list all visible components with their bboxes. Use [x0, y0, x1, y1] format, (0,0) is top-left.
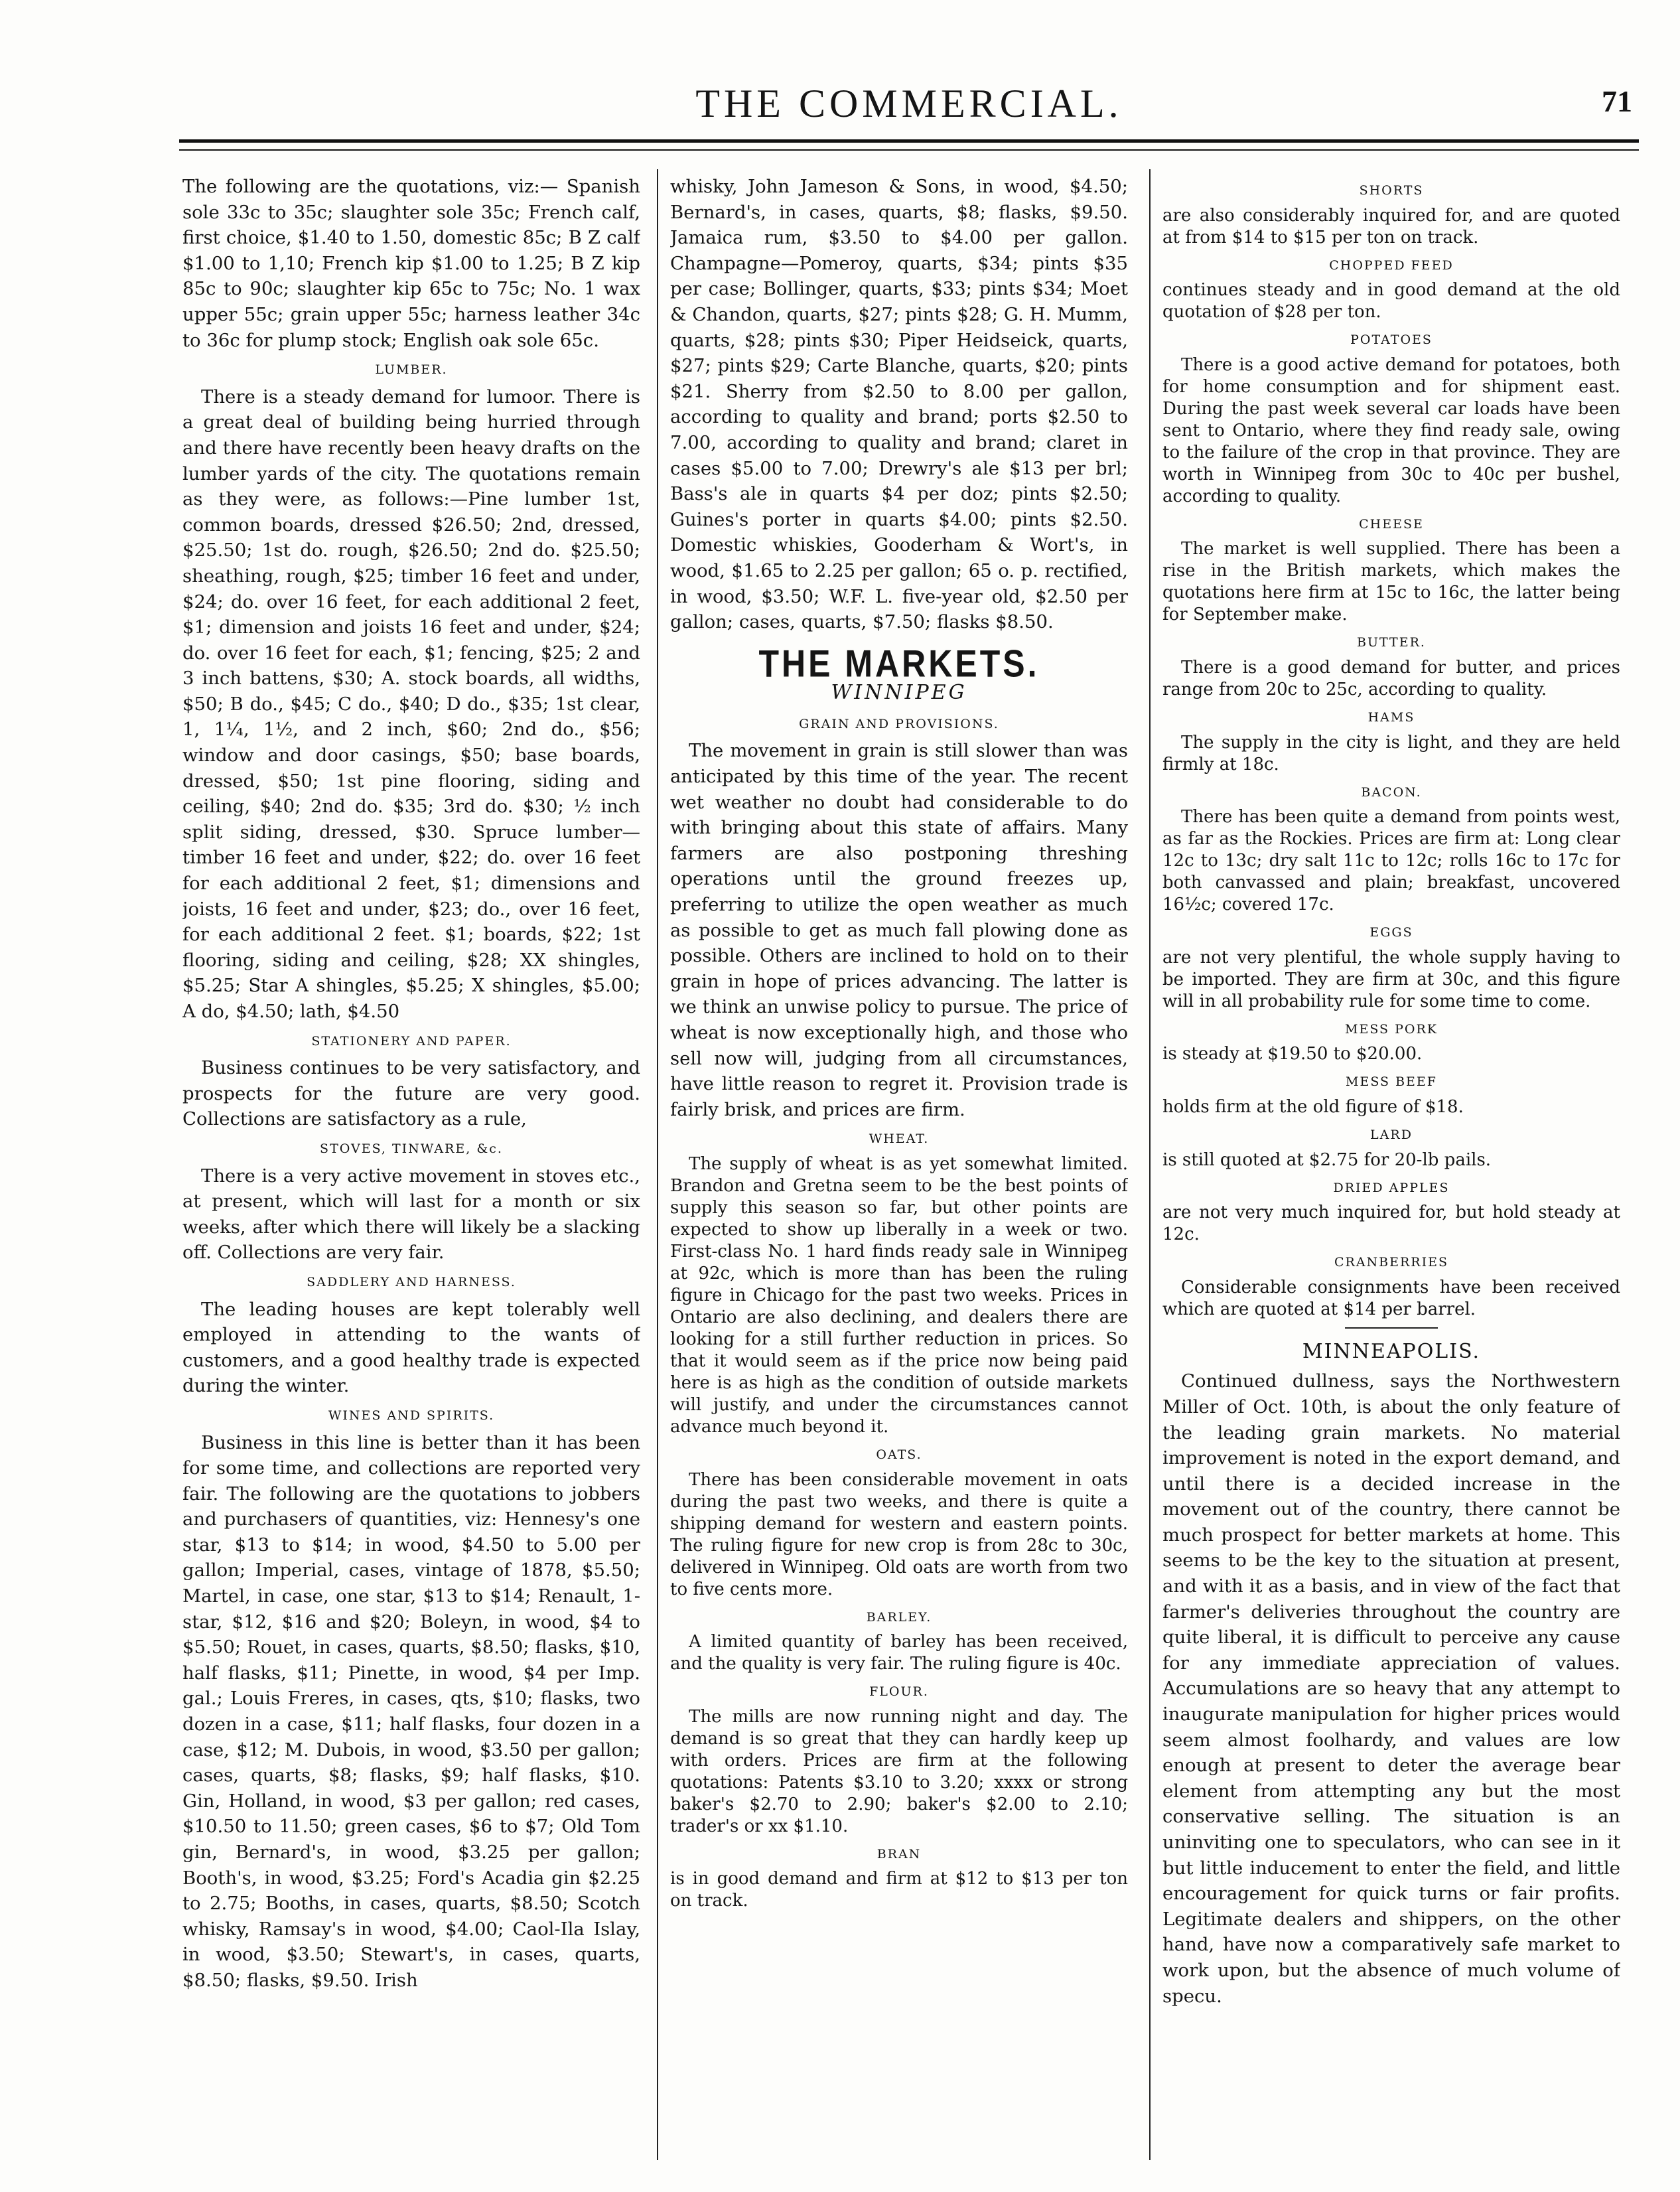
article-paragraph: The following are the quotations, viz:— Spanish sole 33c to 35c; slaughter sole 35c; French calf, first choice, $1.40 to 1.50, domestic 85c; B Z calf $1.00 to 1,10; French kip $1.00 to 1.25; B Z kip 85c to 90c; slaughter kip 65c to 75c; No. 1 wax upper 55c; grain upper 55c; harness leather 34c to 36c for plump stock; English oak sole 65c. [182, 176, 640, 351]
column-middle [670, 174, 1128, 2158]
section-heading: WHEAT. [869, 1132, 930, 1147]
article-paragraph: There is a steady demand for lumoor. There is a great deal of building being hurried through and there have recently been heavy drafts on the lumber yards of the city. The quotations remain as they were, as follows:—Pine lumber 1st, common boards, dressed $26.50; 2nd, dressed, $25.50; 1st do. rough, $26.50; 2nd do. $25.50; sheathing, rough, $25; timber 16 feet and under, $24; do. over 16 feet, for each additional 2 feet, $1; dimension and joists 16 feet and under, $24; do. over 16 feet for each, $1; fencing, $25; 2 and 3 inch battens, $30; A. stock boards, all widths, $50; B do., $45; C do., $40; D do., $35; 1st clear, 1, 1¼, 1½, and 2 inch, $60; 2nd do., $56; window and door casings, $50; base boards, dressed, $50; 1st pine flooring, siding and ceiling, $40; 2nd do. $35; 3rd do. $30; ½ inch split siding, dressed, $30. Spruce lumber—timber 16 feet and under, $22; do. over 16 feet for each additional 2 feet, $1; dimensions and joists, 16 feet and under, $23; do., over 16 feet, for each additional 2 feet. $1; boards, $22; 1st flooring, siding and ceiling, $28; XX shingles, $5.25; Star A shingles, $5.25; X shingles, $5.00; A do, $4.50; lath, $4.50 [182, 386, 640, 1022]
column-right [1162, 174, 1620, 2158]
article-paragraph: is steady at $19.50 to $20.00. [1162, 1044, 1423, 1064]
section-heading: BUTTER. [1357, 635, 1426, 650]
masthead-rule-thick [179, 139, 1639, 143]
section-heading: LARD [1370, 1127, 1413, 1142]
section-heading: SADDLERY AND HARNESS. [307, 1274, 516, 1289]
article-paragraph: continues steady and in good demand at the old quotation of $28 per ton. [1162, 280, 1620, 323]
article-paragraph: Continued dullness, says the Northwestern Miller of Oct. 10th, is about the only feature of the leading grain markets. No material improvement is noted in the export demand, and until there is a decided increase in the movement out of the country, there cannot be much prospect for better markets at home. This seems to be the key to the situation at present, and with it as a basis, and in view of the fact that farmer's deliveries throughout the country are quite liberal, it is difficult to perceive any cause for any immediate appreciation of values. Accumulations are so heavy that any attempt to inaugurate manipulation for higher prices would seem almost foolhardy, and values are low enough at present to deter the average bear element from attempting any but the most conservative selling. The situation is an uninviting one to speculators, who can see in it but little inducement to enter the field, and little encouragement for quick turns or fair profits. Legitimate dealers and shippers, on the other hand, have now a comparatively safe market to work upon, but the absence of much volume of specu. [1162, 1370, 1620, 2007]
article-paragraph: There has been quite a demand from points west, as far as the Rockies. Prices are firm at: Long clear 12c to 13c; dry salt 11c to 12c; rolls 16c to 17c for both canvassed and plain; breakfast, uncovered 16½c; covered 17c. [1162, 807, 1620, 915]
article-paragraph: There is a good active demand for potatoes, both for home consumption and for shipment east. During the past week several car loads have been sent to Ontario, where they find ready sale, owing to the failure of the crop in that province. They are worth in Winnipeg from 30c to 40c per bushel, according to quality. [1162, 354, 1620, 506]
article-paragraph: whisky, John Jameson & Sons, in wood, $4.50; Bernard's, in cases, quarts, $8; flasks, $9.50. Jamaica rum, $3.50 to $4.00 per gallon. Champagne—Pomeroy, quarts, $34; pints $35 per case; Bollinger, quarts, $33; pints $34; Moet & Chandon, quarts, $27; pints $28; G. H. Mumm, quarts, $28; pints $30; Piper Heidseick, quarts, $27; pints $29; Carte Blanche, quarts, $20; pints $21. Sherry from $2.50 to 8.00 per gallon, according to quality and brand; ports $2.50 to 7.00, according to quality and brand; claret in cases $5.00 to 7.00; Drewry's ale $13 per brl; Bass's ale in quarts $4 per doz; pints $2.50; Guines's porter in quarts $4.00; pints $2.50. Domestic whiskies, Gooderham & Wort's, in wood, $1.65 to 2.25 per gallon; 65 o. p. rectified, in wood, $3.50; W.F. L. five-year old, $2.50 per gallon; cases, quarts, $7.50; flasks $8.50. [670, 176, 1128, 633]
article-paragraph: There is a good demand for butter, and prices range from 20c to 25c, according to quality. [1162, 657, 1620, 699]
article-paragraph: The supply of wheat is as yet somewhat limited. Brandon and Gretna seem to be the best points of supply this season so far, but other points are expected to show up liberally in a week or two. First-class No. 1 hard finds ready sale in Winnipeg at 92c, which is more than has been the ruling figure in Chicago for the past two weeks. Prices in Ontario are also declining, and dealers there are looking for a still further reduction in prices. So that it would seem as if the price now being paid here is as high as the condition of outside markets will justify, and under the circumstances cannot advance much beyond it. [670, 1153, 1128, 1437]
section-heading: SHORTS [1359, 183, 1424, 198]
article-paragraph: A limited quantity of barley has been received, and the quality is very fair. The ruling figure is 40c. [670, 1632, 1128, 1674]
article-paragraph: The mills are now running night and day. The demand is so great that they can hardly keep up with orders. Prices are firm at the following quotations: Patents $3.10 to 3.20; xxxx or strong baker's $2.70 to 2.90; baker's $2.00 to 2.10; trader's or xx $1.10. [670, 1706, 1128, 1836]
section-heading: OATS. [876, 1447, 922, 1462]
article-paragraph: Considerable consignments have been received which are quoted at $14 per barrel. [1162, 1277, 1620, 1319]
minneapolis-heading: MINNEAPOLIS. [1302, 1339, 1481, 1363]
section-divider [1345, 1327, 1438, 1329]
section-heading: DRIED APPLES [1333, 1180, 1450, 1195]
markets-heading: THE MARKETS. [758, 642, 1040, 685]
article-paragraph: are not very much inquired for, but hold steady at 12c. [1162, 1203, 1620, 1245]
article-paragraph: holds firm at the old figure of $18. [1162, 1096, 1464, 1117]
section-heading: CRANBERRIES [1334, 1255, 1449, 1270]
section-heading: HAMS [1367, 709, 1415, 725]
section-heading: EGGS [1369, 925, 1413, 940]
section-heading: POTATOES [1350, 332, 1433, 348]
article-paragraph: are also considerably inquired for, and are quoted at from $14 to $15 per ton on track. [1162, 205, 1620, 248]
newspaper-title: THE COMMERCIAL. [695, 82, 1123, 125]
article-paragraph: There has been considerable movement in oats during the past two weeks, and there is quite a shipping demand for western and eastern points. The ruling figure for new crop is from 28c to 30c, delivered in Winnipeg. Old oats are worth from two to five cents more. [670, 1469, 1128, 1599]
article-paragraph: The supply in the city is light, and they are held firmly at 18c. [1162, 732, 1620, 774]
section-heading: STOVES, TINWARE, &c. [320, 1141, 503, 1156]
page-number: 71 [1602, 84, 1632, 118]
article-paragraph: Business continues to be very satisfactory, and prospects for the future are very good. Collections are satisfactory as a rule, [182, 1057, 640, 1130]
article-paragraph: There is a very active movement in stoves etc., at present, which will last for a month or six weeks, after which there will likely be a slacking off. Collections are very fair. [182, 1165, 640, 1264]
article-paragraph: The leading houses are kept tolerably well employed in attending to the wants of customers, and a good healthy trade is expected during the winter. [182, 1298, 640, 1397]
section-heading: BARLEY. [866, 1609, 932, 1625]
section-heading: CHOPPED FEED [1329, 257, 1454, 273]
section-heading: STATIONERY AND PAPER. [311, 1033, 512, 1049]
article-paragraph: is still quoted at $2.75 for 20-lb pails. [1162, 1149, 1492, 1170]
article-paragraph: The movement in grain is still slower than was anticipated by this time of the year. The recent wet weather no doubt had considerable to do with bringing about this state of affairs. Many farmers are also postponing threshing operations until the ground freezes up, preferring to utilize the open weather as much as possible to get as much fall plowing done as possible. Others are inclined to hold on to their grain in hope of prices advancing. The latter is we think an unwise policy to pursue. The price of wheat is now exceptionally high, and those who sell now will, judging from all circumstances, have little reason to regret it. Provision trade is fairly brisk, and prices are firm. [670, 740, 1128, 1120]
section-heading: MESS BEEF [1346, 1074, 1437, 1090]
section-heading: MESS PORK [1345, 1021, 1438, 1037]
article-paragraph: The market is well supplied. There has been a rise in the British markets, which makes the quotations here firm at 15c to 16c, the latter being for September make. [1162, 539, 1620, 625]
masthead [179, 78, 1639, 131]
masthead-rule-thin [179, 149, 1639, 151]
section-heading: BRAN [876, 1846, 922, 1862]
section-heading: CHEESE [1359, 516, 1424, 532]
section-heading: FLOUR. [869, 1684, 929, 1700]
column-divider [1149, 169, 1151, 2160]
section-heading: LUMBER. [375, 362, 448, 378]
column-divider [657, 169, 658, 2160]
column-left [182, 174, 640, 2158]
section-heading: WINES AND SPIRITS. [328, 1408, 495, 1423]
winnipeg-heading: WINNIPEG [831, 681, 967, 705]
article-paragraph: Business in this line is better than it has been for some time, and collections are reported very fair. The following are the quotations to jobbers and purchasers of quantities, viz: Hennesy's one star, $13 to $14; in wood, $4.50 to 5.00 per gallon; Imperial, cases, vintage of 1878, $5.50; Martel, in case, one star, $13 to $14; Renault, 1-star, $12, $16 and $20; Boleyn, in wood, $4 to $5.50; Rouet, in cases, quarts, $8.50; flasks, $10, half flasks, $11; Pinette, in wood, $4 per Imp. gal.; Louis Freres, in cases, qts, $10; flasks, two dozen in a case, $11; half flasks, four dozen in a case, $12; M. Dubois, in wood, $3.50 per gallon; cases, quarts, $8; flasks, $9; half flasks, $10. Gin, Holland, in wood, $3 per gallon; red cases, $10.50 to 11.50; green cases, $6 to $7; Old Tom gin, Bernard's, in wood, $3.25 per gallon; Booth's, in wood, $3.25; Ford's Acadia gin $2.25 to 2.75; Booths, in cases, quarts, $8.50; Scotch whisky, Ramsay's in wood, $4.00; Caol-Ila Islay, in wood, $3.50; Stewart's, in cases, quarts, $8.50; flasks, $9.50. Irish [182, 1431, 640, 1991]
section-heading: BACON. [1361, 784, 1422, 800]
article-paragraph: is in good demand and firm at $12 to $13 per ton on track. [670, 1869, 1128, 1911]
section-heading: GRAIN AND PROVISIONS. [799, 716, 999, 731]
article-paragraph: are not very plentiful, the whole supply having to be imported. They are firm at 30c, and this figure will in all probability rule for some time to come. [1162, 947, 1620, 1011]
